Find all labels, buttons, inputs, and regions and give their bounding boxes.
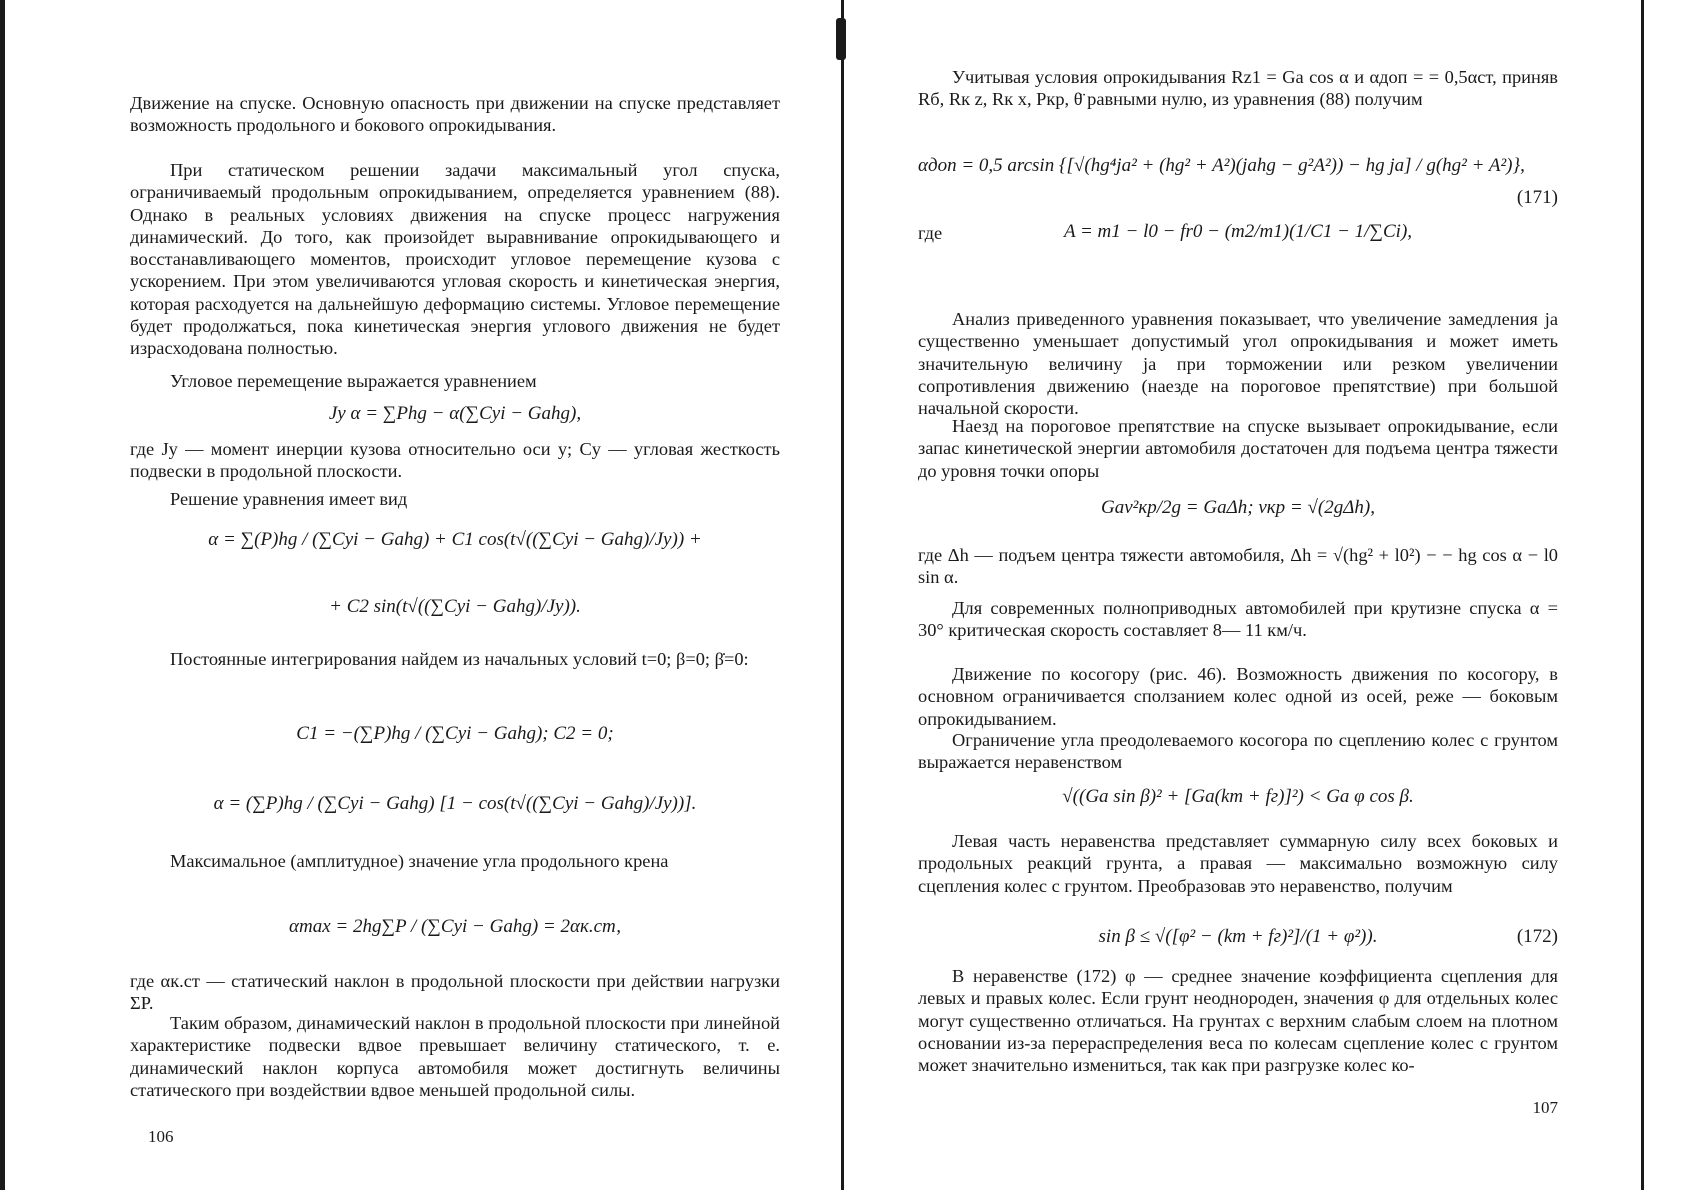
paragraph: Левая часть неравенства представляет суммарную силу всех боковых и продольных реакций грунта, а правая — максимально возможную силу сцепления колес с грунтом. Преобразовав это неравенство, получим (918, 831, 1558, 896)
paragraph: Движение на спуске. Основную опасность при движении на спуске представляет возможность продольного и бокового опрокидывания. (130, 93, 780, 136)
equation: Jy α = ∑Phg − α(∑Cyi − Gahg), (328, 403, 582, 424)
paragraph: Для современных полноприводных автомобилей при крутизне спуска α = 30° критическая скорость составляет 8— 11 км/ч. (918, 598, 1558, 641)
paragraph: В неравенстве (172) φ — среднее значение коэффициента сцепления для левых и правых колес. Если грунт неоднороден, значения φ для отдельных колес могут существенно отличаться. На грунтах с верхним слабым слоем на плотном основании из-за перераспределения веса по колесам сцепление колес с грунтом может значительно измениться, так как при разгрузке колес ко- (918, 966, 1558, 1076)
page-number: 107 (1532, 1098, 1558, 1117)
equation: + C2 sin(t√((∑Cyi − Gahg)/Jy)). (329, 596, 581, 617)
left-binding-edge (0, 0, 5, 1190)
paragraph: Решение уравнения имеет вид (170, 489, 408, 509)
paragraph: Угловое перемещение выражается уравнением (170, 371, 537, 391)
equation: Gav²кр/2g = GaΔh; vкр = √(2gΔh), (1101, 497, 1375, 518)
equation: sin β ≤ √([φ² − (kт + fг)²]/(1 + φ²)). (1098, 926, 1378, 947)
equation: αдоп = 0,5 arcsin {[√(hg⁴ja² + (hg² + A²)(jahg − g²A²)) − hg ja] / g(hg² + A²)}, (918, 155, 1525, 176)
equation: αmax = 2hg∑P / (∑Cyi − Gahg) = 2αк.ст, (289, 916, 621, 937)
equation: C1 = −(∑P)hg / (∑Cyi − Gahg); C2 = 0; (296, 723, 614, 744)
equation: A = m1 − l0 − fr0 − (m2/m1)(1/C1 − 1/∑Ci), (1063, 221, 1413, 242)
page-number: 106 (148, 1127, 174, 1146)
paragraph: При статическом решении задачи максимальный угол спуска, ограничиваемый продольным опрокидыванием, определяется уравнением (88). Однако в реальных условиях движения на спуске процесс нагружения динамический. До того, как произойдет выравнивание опрокидывающего и восстанавливающего моментов, происходит угловое перемещение кузова с ускорением. При этом увеличиваются угловая скорость и кинетическая энергия, которая расходуется на дальнейшую деформацию системы. Угловое перемещение будет продолжаться, пока кинетическая энергия углового движения не будет израсходована полностью. (130, 160, 780, 359)
paragraph: Постоянные интегрирования найдем из начальных условий t=0; β=0; β̇=0: (170, 649, 749, 669)
paragraph: где Jу — момент инерции кузова относительно оси y; Cy — угловая жесткость подвески в продольной плоскости. (130, 439, 780, 482)
right-page (918, 0, 1558, 1190)
paragraph: Движение по косогору (рис. 46). Возможность движения по косогору, в основном ограничивается сползанием колес одной из осей, реже — боковым опрокидыванием. (918, 664, 1558, 729)
equation: α = ∑(P)hg / (∑Cyi − Gahg) + C1 cos(t√((∑Cyi − Gahg)/Jy)) + (208, 529, 702, 550)
center-gutter (841, 0, 844, 1190)
paragraph: где (918, 223, 943, 243)
left-page (130, 0, 780, 1190)
equation-number: (171) (1516, 187, 1558, 208)
gutter-mark (836, 18, 846, 60)
paragraph: Ограничение угла преодолеваемого косогора по сцеплению колес с грунтом выражается неравенством (918, 730, 1558, 773)
equation: √((Ga sin β)² + [Ga(kт + fг)]²) < Ga φ cos β. (1062, 786, 1414, 807)
right-binding-edge (1641, 0, 1644, 1190)
paragraph: где αк.ст — статический наклон в продольной плоскости при действии нагрузки ΣP. (130, 971, 780, 1014)
equation-number: (172) (1516, 926, 1558, 947)
paragraph: Анализ приведенного уравнения показывает, что увеличение замедления jа существенно уменьшает допустимый угол опрокидывания и может иметь значительную величину jа при торможении или резком увеличении сопротивления движению (наезде на пороговое препятствие) при большой начальной скорости. (918, 309, 1558, 419)
paragraph: где Δh — подъем центра тяжести автомобиля, Δh = √(hg² + l0²) − − hg cos α − l0 sin α. (918, 545, 1558, 588)
paragraph: Таким образом, динамический наклон в продольной плоскости при линейной характеристике подвески вдвое превышает величину статического, т. е. динамический наклон корпуса автомобиля может достигнуть величины статического при воздействии вдвое меньшей продольной силы. (130, 1013, 780, 1100)
equation: α = (∑P)hg / (∑Cyi − Gahg) [1 − cos(t√((∑Cyi − Gahg)/Jy))]. (213, 793, 697, 814)
paragraph: Максимальное (амплитудное) значение угла продольного крена (170, 851, 669, 871)
paragraph: Учитывая условия опрокидывания Rz1 = Ga cos α и αдоп = = 0,5αст, приняв Rб, Rк z, Rк x, Pкр, θ̈ равными нулю, из уравнения (88) получим (918, 67, 1558, 110)
paragraph: Наезд на пороговое препятствие на спуске вызывает опрокидывание, если запас кинетической энергии автомобиля достаточен для подъема центра тяжести до уровня точки опоры (918, 416, 1558, 481)
